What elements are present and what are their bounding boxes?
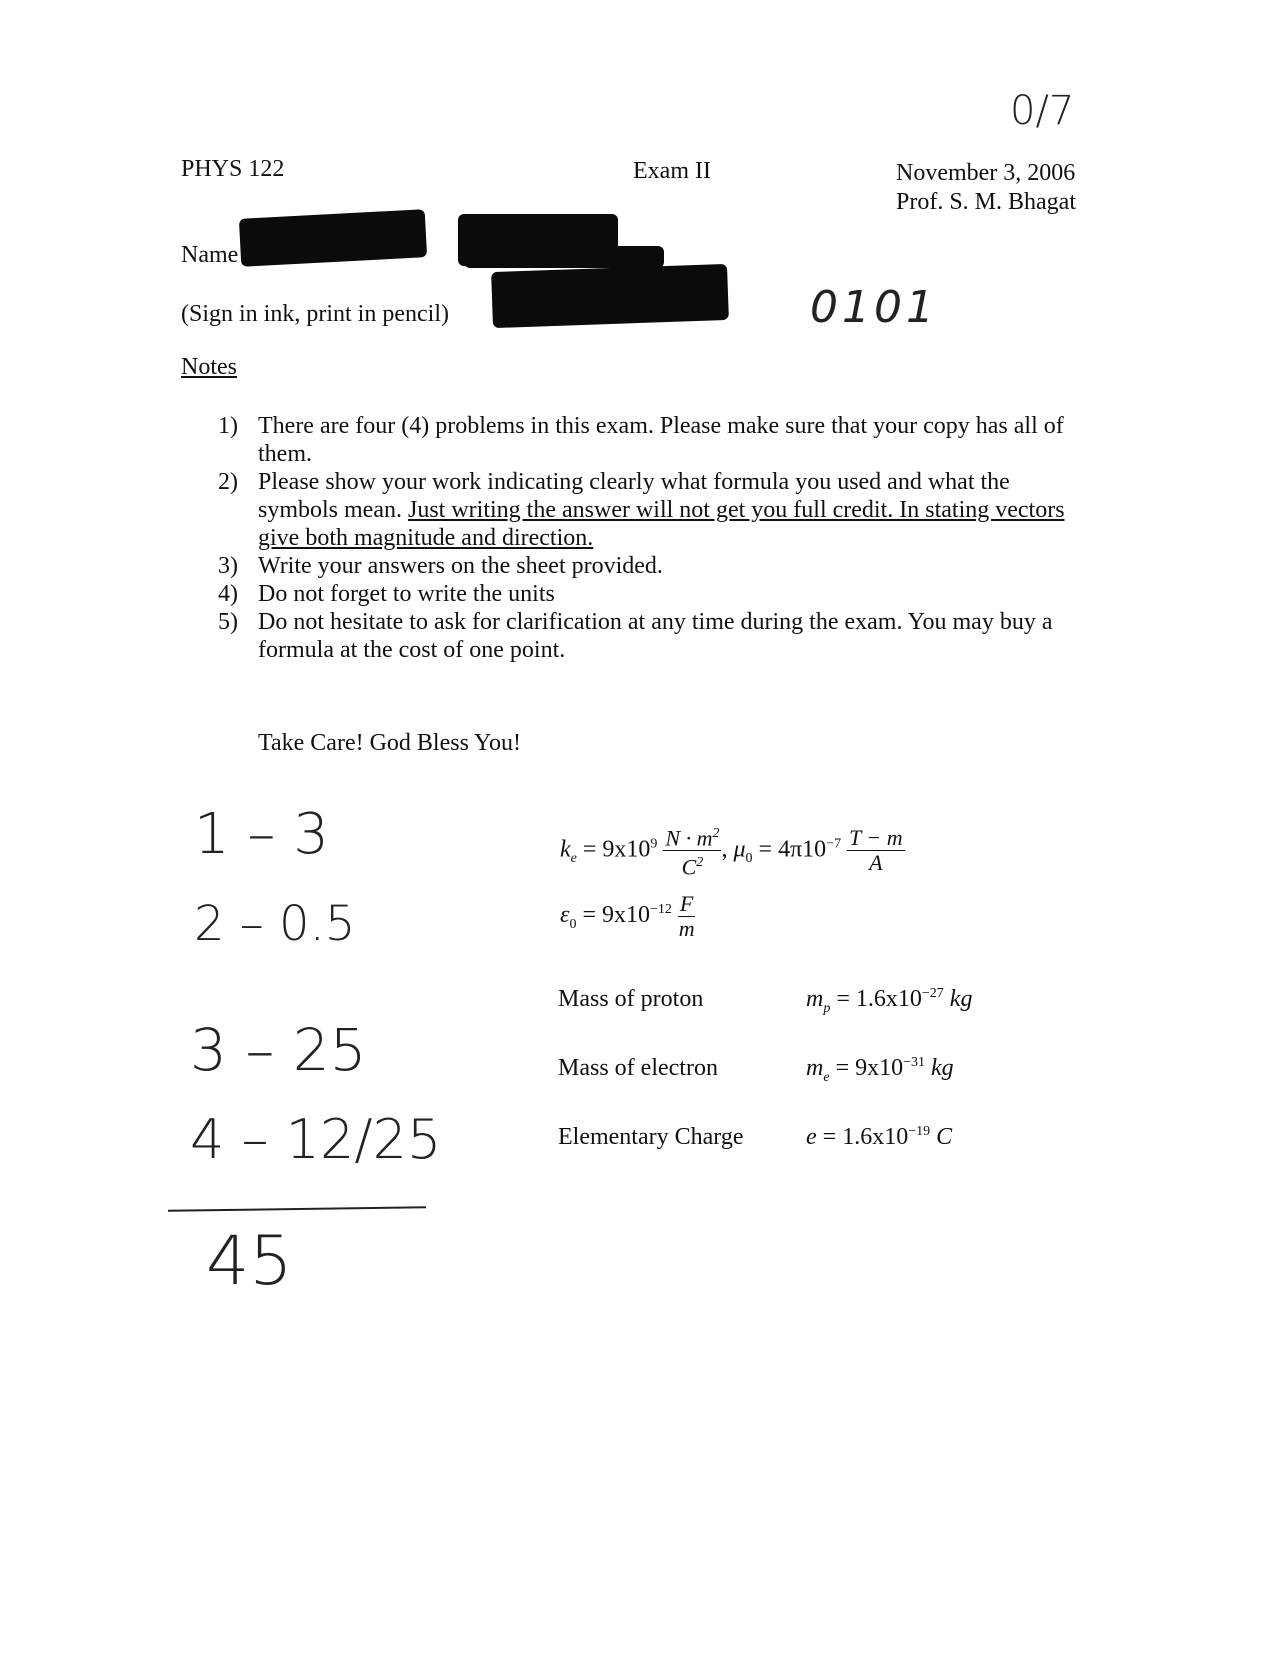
notes-heading: Notes [181, 354, 237, 380]
charge-unit: C [936, 1124, 953, 1150]
ke-value: = 9x10 [582, 836, 651, 863]
eps0-unit-num: F [679, 891, 694, 916]
proton-symbol: m [806, 986, 824, 1012]
charge-symbol: e [806, 1124, 817, 1150]
constant-label-charge: Elementary Charge [558, 1124, 744, 1150]
total-divider [168, 1206, 426, 1212]
electron-unit: kg [931, 1055, 954, 1081]
closing-text: Take Care! God Bless You! [258, 730, 521, 756]
constant-eps0 [560, 892, 695, 941]
mu0-unit-fraction [847, 826, 905, 875]
name-label: Name [181, 242, 239, 268]
exam-date: November 3, 2006 [896, 160, 1076, 186]
ke-unit-num: N · m [665, 825, 713, 851]
electron-symbol: m [806, 1055, 824, 1081]
notes-list [214, 412, 1094, 664]
ke-symbol: k [560, 836, 571, 863]
note-text: Write your answers on the sheet provided. [258, 553, 663, 579]
list-item [214, 468, 1094, 552]
eps0-sub: 0 [569, 916, 577, 932]
constant-value-charge [806, 1124, 952, 1151]
redacted-name-3 [464, 246, 664, 268]
constant-value-electron [806, 1055, 954, 1086]
proton-value: = 1.6x10 [836, 986, 922, 1012]
eps0-symbol: ε [560, 902, 570, 929]
score-total: 45 [206, 1222, 293, 1301]
score-line-4: 4 – 12/25 [190, 1108, 442, 1171]
score-line-1: 1 – 3 [194, 802, 329, 867]
proton-unit: kg [949, 986, 973, 1012]
note-number: 4) [218, 581, 238, 607]
constant-value-proton [806, 986, 972, 1017]
note-text: There are four (4) problems in this exam. Please make sure that your copy has all of them. [258, 413, 1064, 467]
list-item [214, 608, 1094, 664]
electron-sub: e [823, 1069, 830, 1085]
note-text: Do not hesitate to ask for clarification at any time during the exam. You may buy a formula at the cost of one point. [258, 609, 1053, 663]
section-code: 0101 [810, 282, 938, 333]
list-item [214, 412, 1094, 468]
list-item [214, 552, 1094, 580]
mu0-sub: 0 [745, 851, 753, 867]
ke-unit-fraction [663, 822, 721, 880]
score-line-3: 3 – 25 [190, 1016, 367, 1084]
charge-value: = 1.6x10 [822, 1124, 909, 1150]
note-text: Please show your work indicating clearly what formula you used and what the symbols mean. [258, 469, 1010, 523]
proton-sub: p [823, 1000, 831, 1016]
eps0-unit-den: m [678, 916, 695, 941]
eps0-unit-fraction [678, 892, 695, 941]
sign-instructions: (Sign in ink, print in pencil) [181, 301, 449, 327]
electron-exponent: −31 [903, 1055, 926, 1070]
ke-unit-num-exp: 2 [712, 826, 720, 841]
note-underlined-text: Just writing the answer will not get you full credit. In stating vectors give both magnitude and direction. [258, 497, 1065, 551]
electron-value: = 9x10 [835, 1055, 904, 1081]
mu0-unit-num: T − m [849, 825, 903, 851]
note-number: 2) [218, 469, 238, 495]
course-code: PHYS 122 [181, 156, 285, 182]
redacted-name-1 [239, 209, 427, 267]
charge-exponent: −19 [908, 1124, 931, 1139]
professor: Prof. S. M. Bhagat [896, 189, 1076, 215]
note-number: 5) [218, 609, 238, 635]
ke-exponent: 9 [650, 836, 658, 852]
note-number: 1) [218, 413, 238, 439]
constant-ke-mu0: $k_e = 9x10^9$ $\frac{N \cdot m^2}{C^2}$ , $\mu_0 = 4\pi 10^{-7}$ $\frac{T - m}{A}$ [560, 822, 905, 880]
note-text: Do not forget to write the units [258, 581, 555, 607]
mu0-symbol: μ [733, 836, 746, 863]
redacted-signature [491, 264, 729, 328]
mu0-value: = 4π10 [758, 836, 827, 863]
proton-exponent: −27 [921, 986, 944, 1001]
mu0-unit-den: A [869, 850, 883, 876]
constant-label-electron: Mass of electron [558, 1055, 718, 1081]
page-score: 0/7 [1010, 88, 1075, 134]
eps0-exponent: −12 [650, 902, 672, 918]
constant-label-proton: Mass of proton [558, 986, 704, 1012]
eps0-value: = 9x10 [582, 902, 651, 929]
ke-unit-den: C [681, 854, 697, 880]
score-line-2: 2 – 0.5 [194, 896, 356, 952]
note-number: 3) [218, 553, 238, 579]
ke-sub: e [570, 851, 577, 867]
exam-title: Exam II [633, 158, 711, 184]
ke-unit-den-exp: 2 [696, 855, 704, 871]
list-item [214, 580, 1094, 608]
mu0-exponent: −7 [826, 836, 842, 852]
